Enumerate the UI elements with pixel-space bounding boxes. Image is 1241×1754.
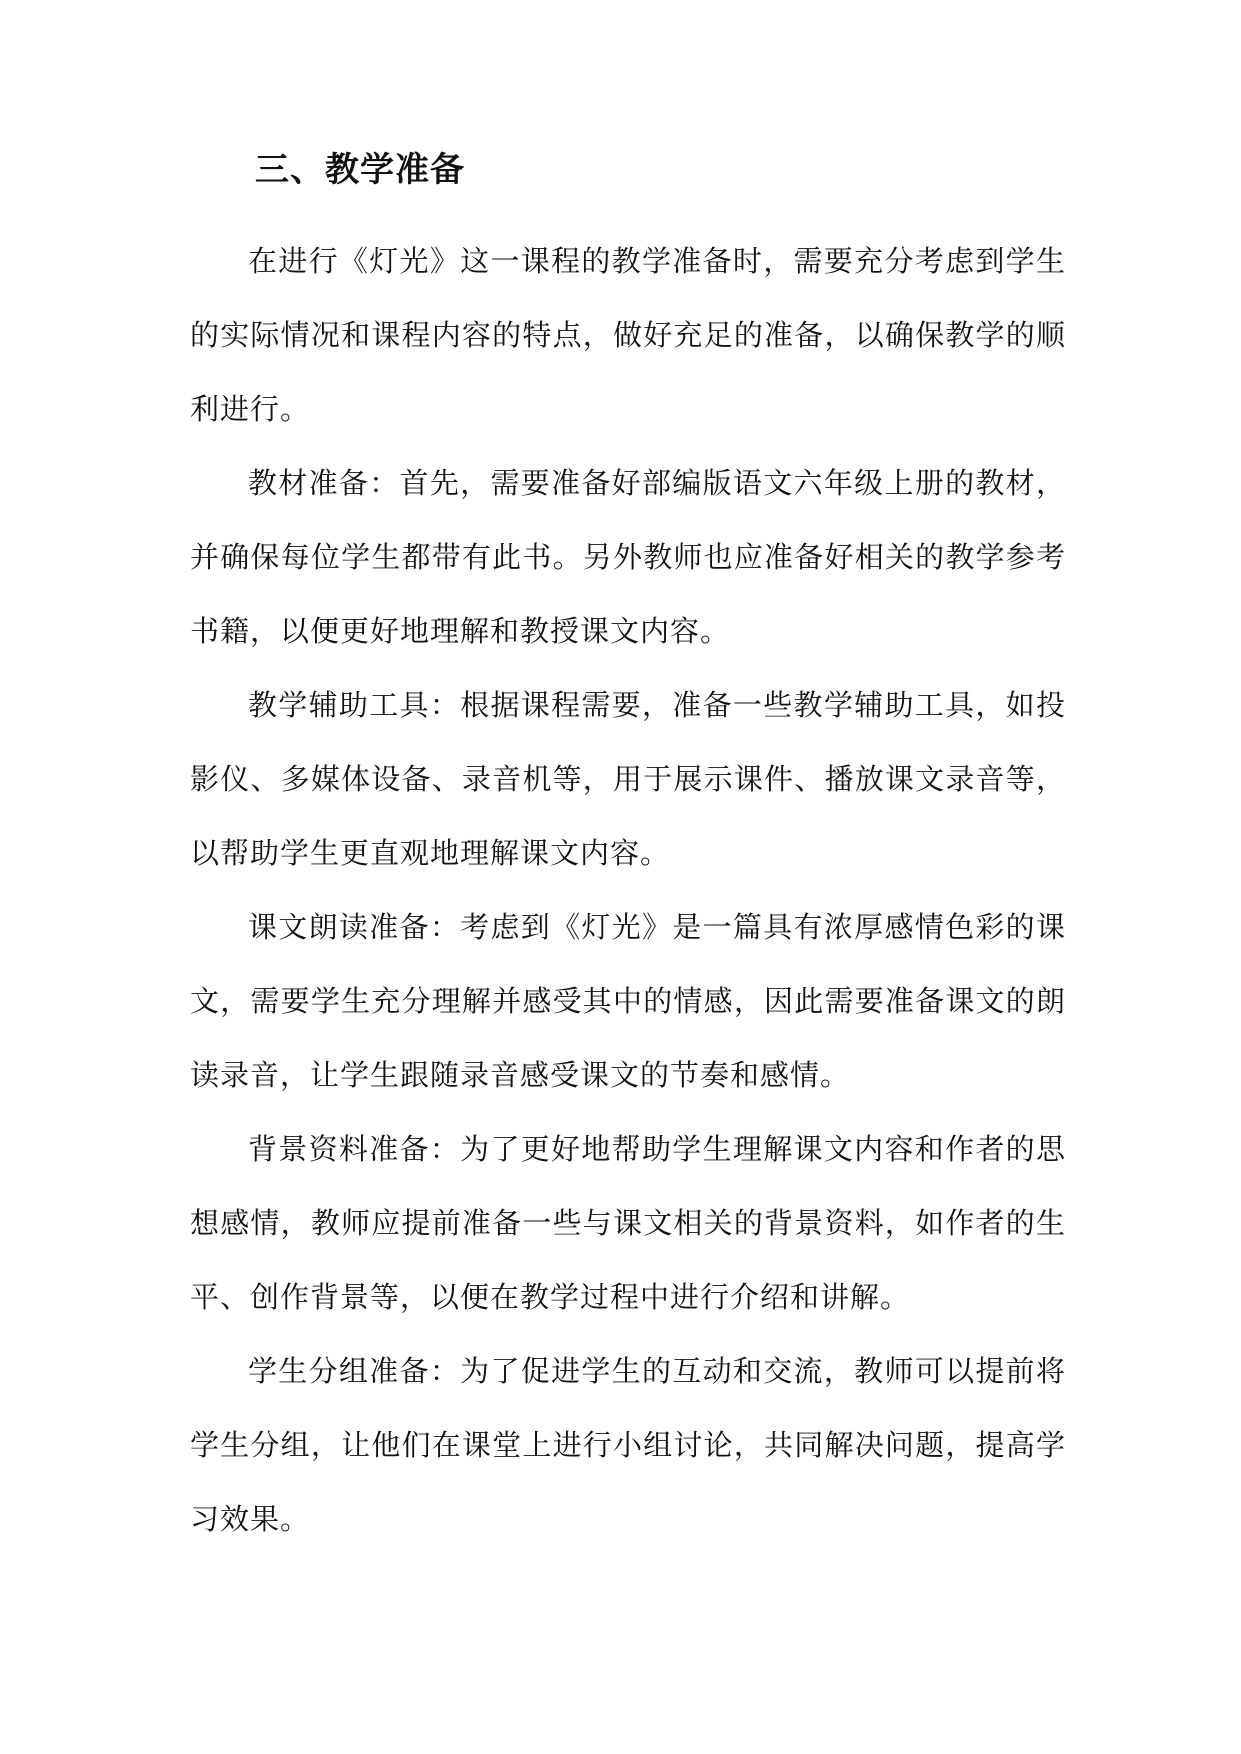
document-body [190, 224, 1066, 1556]
paragraph-teaching-aids: 教学辅助工具：根据课程需要，准备一些教学辅助工具，如投影仪、多媒体设备、录音机等，用于展示课件、播放课文录音等，以帮助学生更直观地理解课文内容。 [190, 688, 1066, 870]
paragraph-intro: 在进行《灯光》这一课程的教学准备时，需要充分考虑到学生的实际情况和课程内容的特点，做好充足的准备，以确保教学的顺利进行。 [190, 244, 1066, 426]
paragraph-background-prep: 背景资料准备：为了更好地帮助学生理解课文内容和作者的思想感情，教师应提前准备一些与课文相关的背景资料，如作者的生平、创作背景等，以便在教学过程中进行介绍和讲解。 [190, 1132, 1066, 1314]
paragraph-reading-prep: 课文朗读准备：考虑到《灯光》是一篇具有浓厚感情色彩的课文，需要学生充分理解并感受其中的情感，因此需要准备课文的朗读录音，让学生跟随录音感受课文的节奏和感情。 [190, 910, 1066, 1092]
section-heading: 三、教学准备 [255, 150, 465, 190]
paragraph-grouping-prep: 学生分组准备：为了促进学生的互动和交流，教师可以提前将学生分组，让他们在课堂上进行小组讨论，共同解决问题，提高学习效果。 [190, 1354, 1066, 1536]
paragraph-textbook-prep: 教材准备：首先，需要准备好部编版语文六年级上册的教材，并确保每位学生都带有此书。另外教师也应准备好相关的教学参考书籍，以便更好地理解和教授课文内容。 [190, 466, 1066, 648]
